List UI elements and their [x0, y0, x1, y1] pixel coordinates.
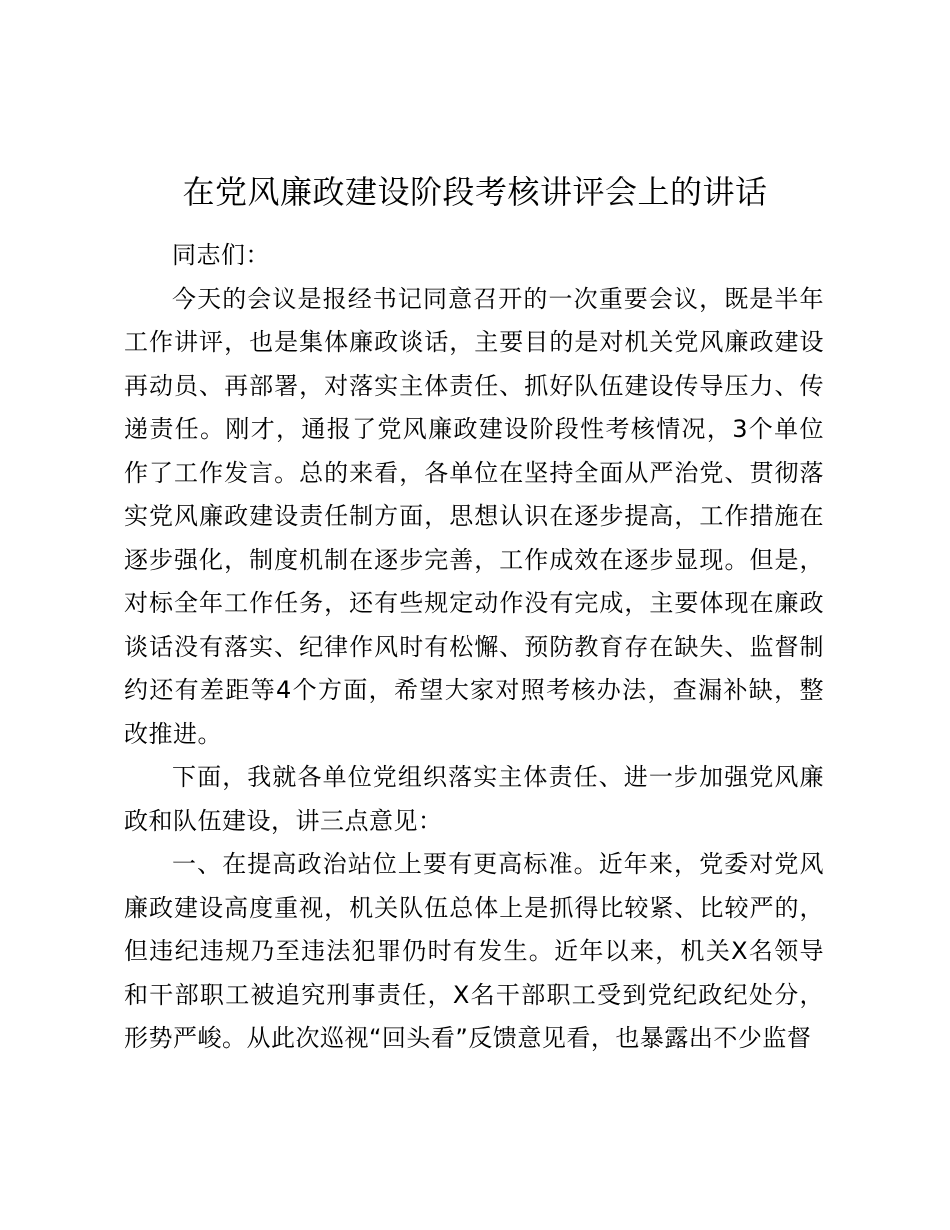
paragraph-2: 下面，我就各单位党组织落实主体责任、进一步加强党风廉政和队伍建设，讲三点意见：	[124, 763, 824, 835]
document-body	[124, 234, 824, 1061]
paragraph-3: 一、在提高政治站位上要有更高标准。近年来，党委对党风廉政建设高度重视，机关队伍总体上是抓得比较紧、比较严的，但违纪违规乃至违法犯罪仍时有发生。近年以来，机关X名领导和干部职工被追究刑事责任，X名干部职工受到党纪政纪处分，形势严峻。从此次巡视“回头看”反馈意见看，也暴露出不少监督	[124, 850, 824, 1052]
paragraph-1: 今天的会议是报经书记同意召开的一次重要会议，既是半年工作讲评，也是集体廉政谈话，主要目的是对机关党风廉政建设再动员、再部署，对落实主体责任、抓好队伍建设传导压力、传递责任。刚才，通报了党风廉政建设阶段性考核情况，3个单位作了工作发言。总的来看，各单位在坚持全面从严治党、贯彻落实党风廉政建设责任制方面，思想认识在逐步提高，工作措施在逐步强化，制度机制在逐步完善，工作成效在逐步显现。但是，对标全年工作任务，还有些规定动作没有完成，主要体现在廉政谈话没有落实、纪律作风时有松懈、预防教育存在缺失、监督制约还有差距等4个方面，希望大家对照考核办法，查漏补缺，整改推进。	[124, 284, 824, 748]
document-title: 在党风廉政建设阶段考核讲评会上的讲话	[182, 173, 768, 211]
salutation: 同志们：	[172, 241, 270, 269]
